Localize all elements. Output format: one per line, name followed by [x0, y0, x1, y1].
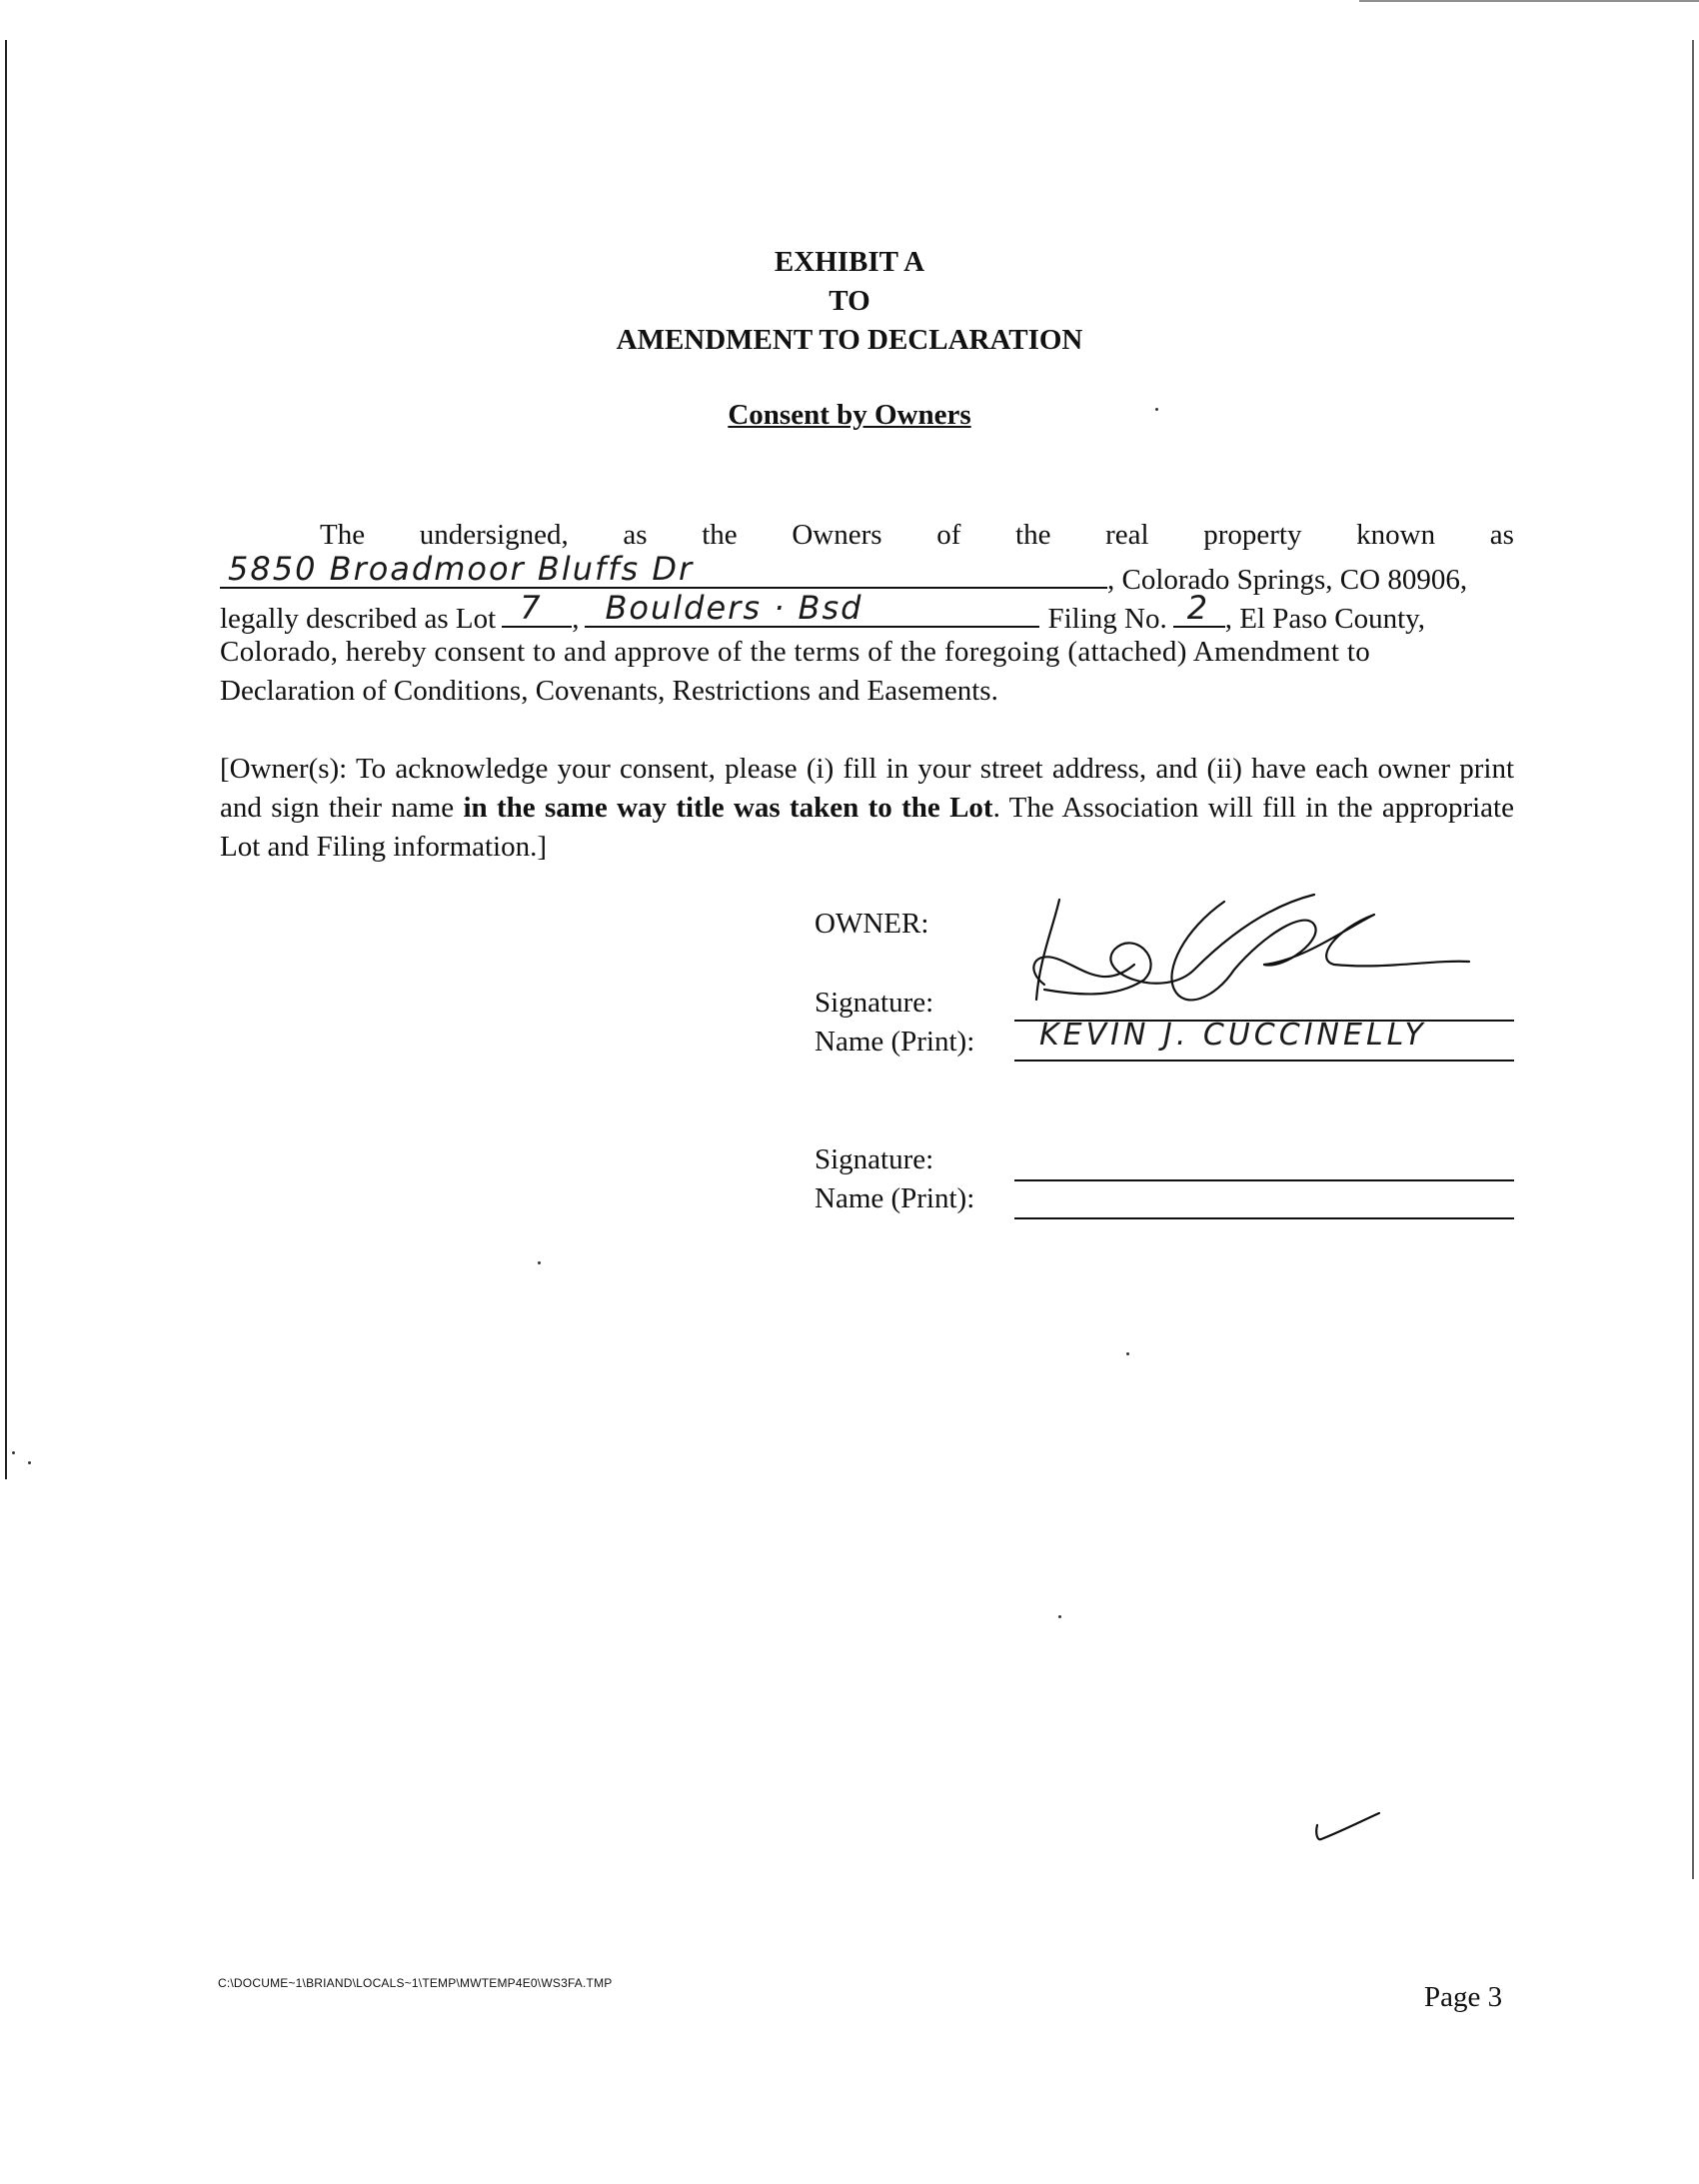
consent-row-2 — [220, 550, 1514, 596]
name-print-line-1[interactable] — [1014, 1060, 1514, 1062]
city-state-zip: , Colorado Springs, CO 80906, — [1107, 564, 1468, 596]
name-print-label-1: Name (Print): — [815, 1026, 975, 1058]
consent-word: as — [623, 519, 648, 551]
consent-word: Owners — [792, 519, 882, 551]
name-print-line-2[interactable] — [1014, 1217, 1514, 1219]
instructions-text-1: [Owner(s): To acknowledge your consent, please (i) fill in your street address, and (ii) have each owner print and sign their name — [220, 753, 1514, 824]
name-print-label-2: Name (Print): — [815, 1182, 975, 1214]
consent-word: The — [320, 519, 366, 551]
consent-paragraph — [220, 516, 1514, 711]
street-address-handwritten: 5850 Broadmoor Bluffs Dr — [228, 550, 695, 588]
consent-line-3: Colorado, hereby consent to and approve of the terms of the foregoing (attached) Amendment to — [220, 636, 1371, 668]
scan-speck — [28, 1461, 31, 1464]
legal-description-label: legally described as Lot — [220, 603, 497, 635]
filing-field[interactable] — [1173, 589, 1225, 628]
instructions-bold-text: in the same way title was taken to the Lot — [463, 792, 993, 824]
signature-label-1: Signature: — [815, 987, 934, 1019]
lot-handwritten: 7 — [520, 589, 543, 627]
street-address-field[interactable] — [220, 550, 1107, 589]
subdivision-handwritten: Boulders · Bsd — [605, 589, 863, 627]
county-text: , El Paso County, — [1224, 603, 1426, 635]
scan-speck — [12, 1451, 15, 1454]
comma: , — [572, 603, 580, 635]
owner-label: OWNER: — [815, 908, 929, 940]
instructions-text-2: . The Association will fill in the appropriate Lot and Filing information.] — [220, 792, 1514, 863]
consent-word: the — [1015, 519, 1051, 551]
file-path-footer: C:\DOCUME~1\BRIAND\LOCALS~1\TEMP\MWTEMP4E0\WS3FA.TMP — [218, 1976, 613, 1990]
owner-printed-name-handwritten: KEVIN J. CUCCINELLY — [1039, 1018, 1427, 1053]
consent-subtitle: Consent by Owners — [728, 399, 971, 431]
scan-speck — [1126, 1352, 1129, 1355]
filing-handwritten: 2 — [1186, 589, 1210, 627]
scan-speck — [1058, 1615, 1061, 1618]
lot-field[interactable] — [502, 589, 572, 628]
scan-speck — [538, 1261, 541, 1264]
signature-line-2[interactable] — [1014, 1179, 1514, 1181]
scan-speck — [1155, 408, 1158, 411]
consent-row-5 — [220, 672, 1514, 711]
scan-edge-top — [1359, 0, 1699, 2]
consent-word: real — [1105, 519, 1149, 551]
exhibit-title: EXHIBIT A — [774, 246, 925, 278]
subdivision-field[interactable] — [585, 589, 1039, 628]
page-number: Page 3 — [1424, 1981, 1503, 2013]
amendment-title: AMENDMENT TO DECLARATION — [616, 324, 1083, 356]
consent-word: of — [936, 519, 961, 551]
consent-word: property — [1203, 519, 1302, 551]
consent-word: as — [1489, 519, 1514, 551]
consent-row-4 — [220, 633, 1514, 672]
owner-signature — [1014, 890, 1474, 1030]
exhibit-to: TO — [829, 285, 870, 317]
signature-label-2: Signature: — [815, 1143, 934, 1175]
checkmark-icon — [1309, 1807, 1389, 1857]
consent-row-3 — [220, 589, 1514, 635]
filing-label: Filing No. — [1047, 603, 1167, 635]
consent-line-4: Declaration of Conditions, Covenants, Restrictions and Easements. — [220, 675, 998, 707]
consent-word: known — [1356, 519, 1436, 551]
instructions-paragraph — [220, 750, 1514, 867]
consent-word: the — [702, 519, 738, 551]
consent-word: undersigned, — [419, 519, 569, 551]
